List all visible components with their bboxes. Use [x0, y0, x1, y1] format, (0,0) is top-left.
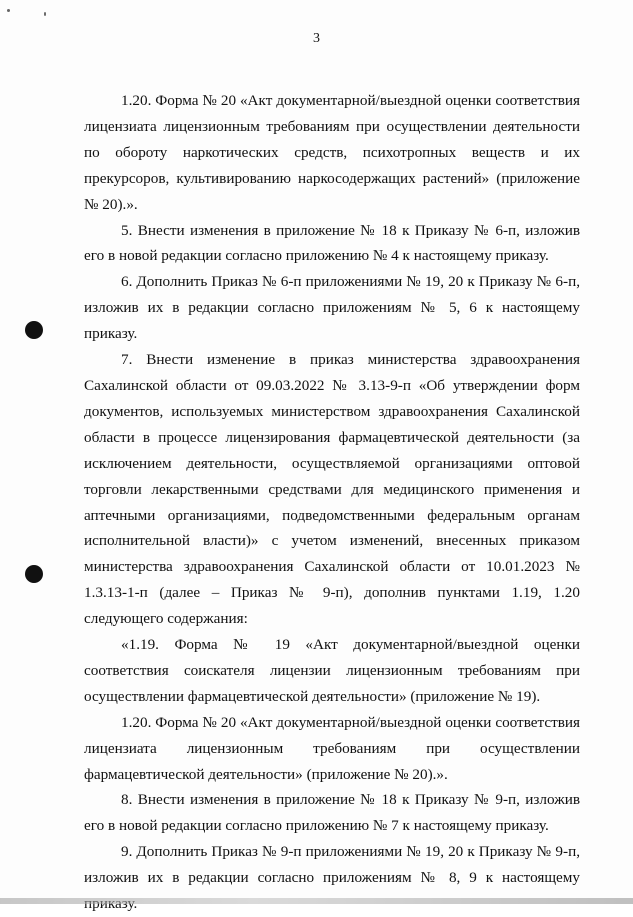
paragraph-1-20-quote: 1.20. Форма № 20 «Акт документарной/выездной оценки соответствия лицензиата лицензионным требованиям при осуществлении фармацевтической деятельности» (приложение № 20).».	[84, 713, 580, 783]
paragraph-8: 8. Внести изменения в приложение № 18 к Приказу № 9-п, изложив его в новой редакции согласно приложению № 7 к настоящему приказу.	[84, 791, 580, 835]
scan-speck	[7, 9, 10, 12]
paragraph-1-20-form-20: 1.20. Форма № 20 «Акт документарной/выездной оценки соответствия лицензиата лицензионным требованиям при осуществлении деятельности по обороту наркотических средств, психотропных веществ и их прекурсоров, культивированию наркосодержащих растений» (приложение № 20).».	[84, 92, 580, 213]
punch-hole-top	[25, 321, 43, 339]
paragraph-1-19-quote: «1.19. Форма № 19 «Акт документарной/выездной оценки соответствия соискателя лицензии лицензионным требованиям при осуществлении фармацевтической деятельности» (приложение № 19).	[84, 636, 580, 705]
paragraph-7: 7. Внести изменение в приказ министерства здравоохранения Сахалинской области от 09.03.2022 № 3.13-9-п «Об утверждении форм документов, используемых министерством здравоохранения Сахалинской области в процессе лицензирования фармацевтической деятельности (за исключением деятельности, осуществляемой организациями оптовой торговли лекарственными средствами для медицинского применения и аптечными организациями, подведомственными федеральным органам исполнительной власти)» с учетом изменений, внесенных приказом министерства здравоохранения Сахалинской области от 10.01.2023 № 1.3.13-1-п (далее – Приказ № 9-п), дополнив пунктами 1.19, 1.20 следующего содержания:	[84, 351, 580, 628]
page-number: 3	[313, 31, 320, 46]
document-body	[84, 88, 580, 917]
paragraph-6: 6. Дополнить Приказ № 6-п приложениями № 19, 20 к Приказу № 6-п, изложив их в редакции согласно приложениям № 5, 6 к настоящему приказу.	[84, 273, 580, 343]
scan-bottom-edge	[0, 898, 633, 904]
paragraph-5: 5. Внести изменения в приложение № 18 к Приказу № 6-п, изложив его в новой редакции согласно приложению № 4 к настоящему приказу.	[84, 221, 580, 265]
punch-hole-bottom	[25, 565, 43, 583]
scan-speck	[44, 12, 46, 16]
paragraph-9: 9. Дополнить Приказ № 9-п приложениями № 19, 20 к Приказу № 9-п, изложив их в редакции согласно приложениям № 8, 9 к настоящему	[84, 843, 580, 887]
